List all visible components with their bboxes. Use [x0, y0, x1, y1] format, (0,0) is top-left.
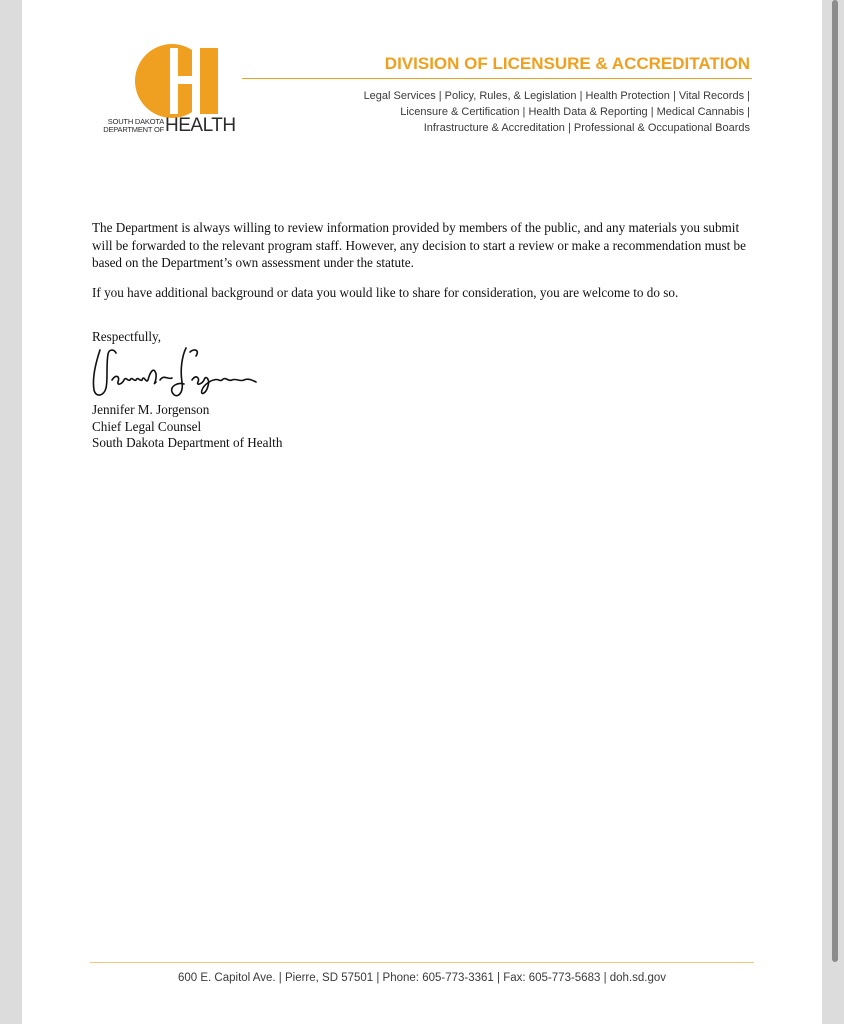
signer-organization: South Dakota Department of Health	[92, 435, 283, 450]
program-list	[262, 88, 750, 136]
letter-page	[22, 0, 822, 1024]
footer-contact: 600 E. Capitol Ave. | Pierre, SD 57501 | Phone: 605-773-3361 | Fax: 605-773-5683 | doh.sd.gov	[177, 972, 667, 984]
logo-state-text	[94, 118, 164, 134]
footer-divider	[90, 962, 754, 963]
header-divider	[242, 78, 752, 79]
logo-health-text: HEALTH	[165, 115, 236, 136]
signer-name: Jennifer M. Jorgenson	[92, 402, 210, 417]
closing-salutation: Respectfully,	[92, 329, 162, 344]
program-line: Licensure & Certification | Health Data & Reporting | Medical Cannabis |	[400, 106, 750, 118]
logo-state-line1: SOUTH DAKOTA	[107, 117, 164, 126]
signature-block	[92, 402, 282, 452]
program-line: Infrastructure & Accreditation | Professional & Occupational Boards	[423, 122, 750, 134]
logo-state-line2: DEPARTMENT OF	[103, 125, 164, 134]
vertical-scrollbar[interactable]	[832, 0, 838, 962]
handwritten-signature-icon	[86, 344, 266, 402]
letter-body	[92, 219, 752, 313]
body-paragraph: The Department is always willing to review information provided by members of the public, and any materials you submit will be forwarded to the relevant program staff. However, any decision to start a review or make a recommendation must be based on the Department’s own assessment under the statute.	[92, 220, 746, 270]
program-line: Legal Services | Policy, Rules, & Legislation | Health Protection | Vital Records |	[363, 90, 750, 102]
body-paragraph: If you have additional background or data you would like to share for consideration, you are welcome to do so.	[92, 284, 679, 300]
division-title: DIVISION OF LICENSURE & ACCREDITATION	[384, 54, 750, 73]
signer-title: Chief Legal Counsel	[92, 418, 202, 434]
